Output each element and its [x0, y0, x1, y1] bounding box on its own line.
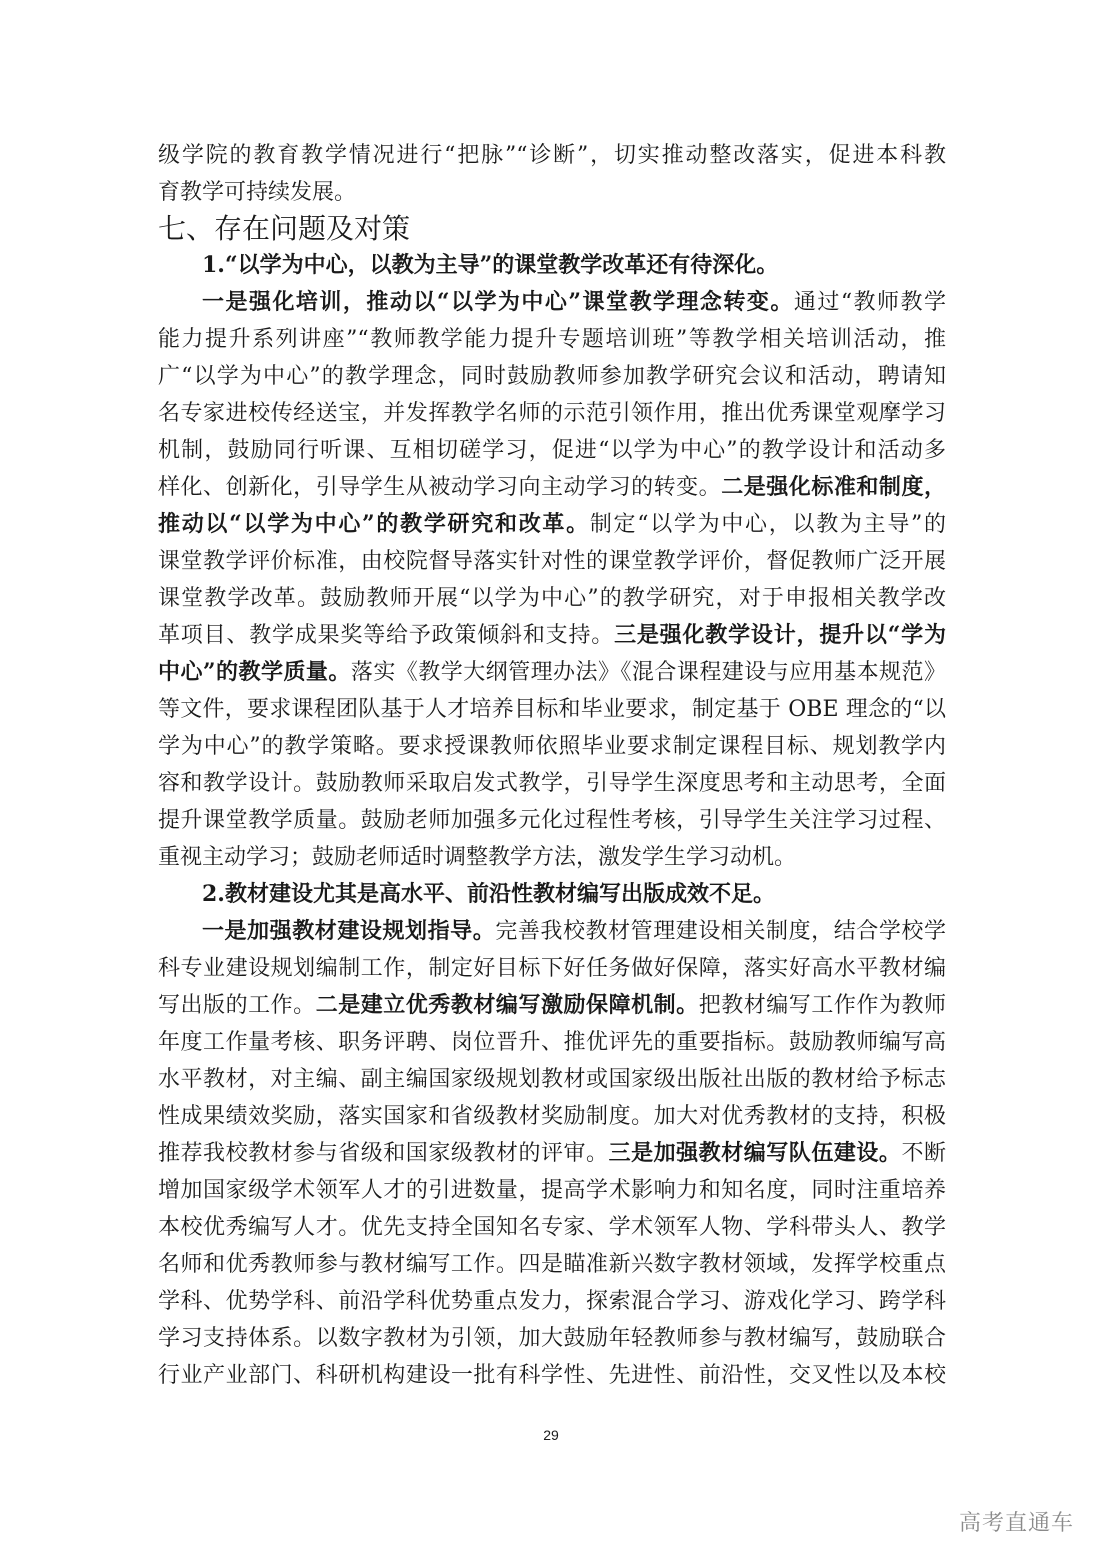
- text-segment: 容和教学设计。鼓励教师采取启发式教学，引导学生深度思考和主动思考，全面: [158, 771, 946, 796]
- text-line: [158, 321, 946, 358]
- text-segment: 本校优秀编写人才。优先支持全国知名专家、学术领军人物、学科带头人、教学: [158, 1215, 946, 1240]
- text-segment: 年度工作量考核、职务评聘、岗位晋升、推优评先的重要指标。鼓励教师编写高: [158, 1030, 946, 1055]
- text-line: [158, 654, 946, 691]
- text-line: [158, 950, 946, 987]
- bold-text: 推动以“以学为中心”的教学研究和改革。: [158, 511, 590, 537]
- text-segment: 课堂教学改革。鼓励教师开展“以学为中心”的教学研究，对于申报相关教学改: [158, 586, 946, 611]
- text-line: [158, 358, 946, 395]
- text-segment: 学习支持体系。以数字教材为引领，加大鼓励年轻教师参与教材编写，鼓励联合: [158, 1326, 946, 1351]
- text-segment: 学为中心”的教学策略。要求授课教师依照毕业要求制定课程目标、规划教学内: [158, 734, 946, 759]
- text-line: [158, 1209, 946, 1246]
- text-line: [158, 765, 946, 802]
- document-body: [158, 137, 946, 1394]
- bold-text: 2.教材建设尤其是高水平、前沿性教材编写出版成效不足。: [202, 881, 775, 907]
- text-line: [158, 728, 946, 765]
- text-line: [158, 137, 946, 174]
- text-segment: 制定“以学为中心，以教为主导”的: [589, 512, 946, 537]
- text-segment: 能力提升系列讲座”“教师教学能力提升专题培训班”等教学相关培训活动，推: [158, 327, 946, 352]
- text-line: [158, 1283, 946, 1320]
- text-line: [158, 987, 946, 1024]
- text-line: [158, 543, 946, 580]
- bold-text: 1.“以学为中心，以教为主导”的课堂教学改革还有待深化。: [202, 252, 779, 278]
- text-segment: 推荐我校教材参与省级和国家级教材的评审。: [158, 1141, 609, 1166]
- bold-text: 中心”的教学质量。: [158, 659, 351, 685]
- text-segment: 行业产业部门、科研机构建设一批有科学性、先进性、前沿性，交叉性以及本校: [158, 1363, 946, 1388]
- text-segment: 增加国家级学术领军人才的引进数量，提高学术影响力和知名度，同时注重培养: [158, 1178, 946, 1203]
- text-line: [158, 802, 946, 839]
- text-segment: 革项目、教学成果奖等给予政策倾斜和支持。: [158, 623, 615, 648]
- text-segment: 通过“教师教学: [793, 290, 947, 315]
- text-segment: 把教材编写工作作为教师: [698, 993, 946, 1018]
- text-line: [158, 839, 946, 876]
- text-segment: 写出版的工作。: [158, 993, 316, 1018]
- text-segment: 名师和优秀教师参与教材编写工作。四是瞄准新兴数字教材领域，发挥学校重点: [158, 1252, 946, 1277]
- bold-text: 一是加强教材建设规划指导。: [202, 918, 496, 944]
- bold-text: 三是加强教材编写队伍建设。: [608, 1140, 902, 1166]
- text-segment: 课堂教学评价标准，由校院督导落实针对性的课堂教学评价，督促教师广泛开展: [158, 549, 946, 574]
- text-line: [158, 432, 946, 469]
- text-segment: 不断: [901, 1141, 946, 1166]
- watermark: 高考直通车: [958, 1511, 1074, 1536]
- text-line: [158, 913, 946, 950]
- text-segment: 广“以学为中心”的教学理念，同时鼓励教师参加教学研究会议和活动，聘请知: [158, 364, 946, 389]
- text-segment: 级学院的教育教学情况进行“把脉”“诊断”，切实推动整改落实，促进本科教: [158, 143, 946, 168]
- text-line: [158, 506, 946, 543]
- text-line: [158, 284, 946, 321]
- page-number: 29: [543, 1427, 559, 1443]
- text-line: [158, 1172, 946, 1209]
- bold-text: 二是建立优秀教材编写激励保障机制。: [315, 992, 699, 1018]
- text-line: [158, 1320, 946, 1357]
- bold-text: 二是强化标准和制度，: [721, 474, 946, 500]
- text-line: [158, 617, 946, 654]
- text-line: [158, 1098, 946, 1135]
- text-segment: 提升课堂教学质量。鼓励老师加强多元化过程性考核，引导学生关注学习过程、: [158, 808, 946, 833]
- text-segment: 样化、创新化，引导学生从被动学习向主动学习的转变。: [158, 475, 722, 500]
- text-segment: 七、存在问题及对策: [158, 212, 411, 245]
- text-line: [158, 1024, 946, 1061]
- text-line: [158, 1246, 946, 1283]
- text-segment: 水平教材，对主编、副主编国家级规划教材或国家级出版社出版的教材给予标志: [158, 1067, 946, 1092]
- bold-text: 一是强化培训，推动以“以学为中心”课堂教学理念转变。: [202, 289, 794, 315]
- text-line: [158, 1357, 946, 1394]
- text-segment: 落实《教学大纲管理办法》《混合课程建设与应用基本规范》: [350, 660, 946, 685]
- text-segment: 育教学可持续发展。: [158, 180, 357, 205]
- text-line: [158, 469, 946, 506]
- text-segment: 学科、优势学科、前沿学科优势重点发力，探索混合学习、游戏化学习、跨学科: [158, 1289, 946, 1314]
- text-segment: 等文件，要求课程团队基于人才培养目标和毕业要求，制定基于 OBE 理念的“以: [158, 697, 946, 722]
- text-line: [158, 580, 946, 617]
- section-heading: [158, 211, 946, 247]
- text-segment: 科专业建设规划编制工作，制定好目标下好任务做好保障，落实好高水平教材编: [158, 956, 946, 981]
- text-line: [158, 1135, 946, 1172]
- text-segment: 完善我校教材管理建设相关制度，结合学校学: [495, 919, 946, 944]
- text-line: [158, 1061, 946, 1098]
- text-segment: 名专家进校传经送宝，并发挥教学名师的示范引领作用，推出优秀课堂观摩学习: [158, 401, 946, 426]
- text-line: [158, 395, 946, 432]
- bold-text: 三是强化教学设计，提升以“学为: [614, 622, 946, 648]
- text-segment: 重视主动学习；鼓励老师适时调整教学方法，激发学生学习动机。: [158, 845, 797, 870]
- text-line: [158, 691, 946, 728]
- text-line: [158, 247, 946, 284]
- text-segment: 机制，鼓励同行听课、互相切磋学习，促进“以学为中心”的教学设计和活动多: [158, 438, 946, 463]
- text-line: [158, 174, 946, 211]
- text-line: [158, 876, 946, 913]
- text-segment: 性成果绩效奖励，落实国家和省级教材奖励制度。加大对优秀教材的支持，积极: [158, 1104, 946, 1129]
